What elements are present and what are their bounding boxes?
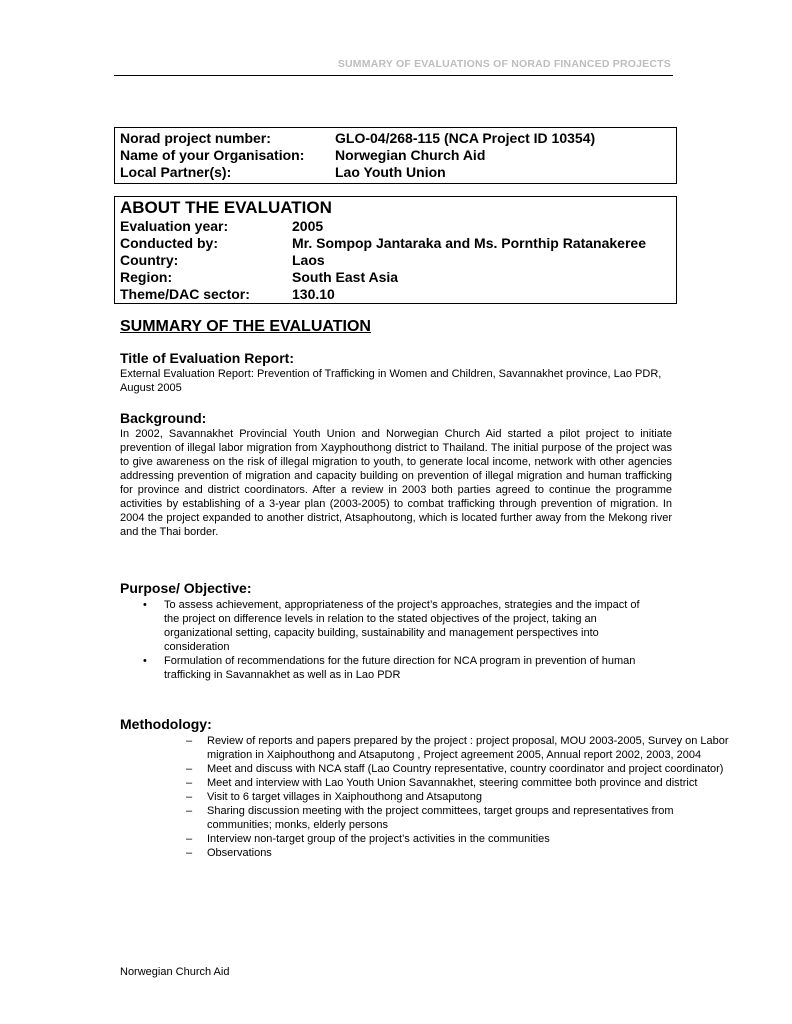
local-partner-label: Local Partner(s): bbox=[120, 164, 232, 180]
about-evaluation-heading: ABOUT THE EVALUATION bbox=[120, 198, 332, 217]
project-number-label: Norad project number: bbox=[120, 130, 271, 146]
evaluation-year-value: 2005 bbox=[292, 218, 324, 234]
report-title-block bbox=[120, 350, 672, 395]
evaluation-year-label: Evaluation year: bbox=[120, 218, 229, 234]
organisation-value: Norwegian Church Aid bbox=[335, 147, 486, 163]
methodology-item bbox=[120, 734, 749, 762]
page-header-title: SUMMARY OF EVALUATIONS OF NORAD FINANCED PROJECTS bbox=[337, 58, 671, 70]
methodology-item-text: Review of reports and papers prepared by the project : project proposal, MOU 2003-2005, Survey on Labor migration in Xaiphouthong and Atsaputong , Project agreement 2005, Annual report 2002, 2003, 2004 bbox=[207, 735, 729, 761]
summary-section-title: SUMMARY OF THE EVALUATION bbox=[120, 318, 371, 335]
methodology-item-text: Visit to 6 target villages in Xaiphouthong and Atsaputong bbox=[207, 791, 482, 803]
dash-glyph: – bbox=[186, 847, 193, 859]
methodology-heading: Methodology: bbox=[120, 716, 212, 732]
region-value: South East Asia bbox=[292, 269, 399, 285]
dash-glyph: – bbox=[186, 805, 193, 817]
dash-glyph: – bbox=[186, 791, 193, 803]
dash-glyph: – bbox=[186, 777, 193, 789]
project-number-row bbox=[120, 130, 676, 147]
methodology-item-text: Interview non-target group of the project’s activities in the communities bbox=[207, 833, 550, 845]
organisation-row bbox=[120, 147, 676, 164]
evaluation-year-row bbox=[120, 218, 676, 235]
purpose-list bbox=[120, 598, 672, 682]
purpose-item bbox=[120, 598, 644, 654]
local-partner-value: Lao Youth Union bbox=[335, 164, 446, 180]
methodology-item-text: Meet and interview with Lao Youth Union Savannakhet, steering committee both province and district bbox=[207, 777, 698, 789]
conducted-by-label: Conducted by: bbox=[120, 235, 218, 251]
methodology-item bbox=[120, 832, 759, 846]
dash-glyph: – bbox=[186, 735, 193, 747]
bullet-glyph: • bbox=[143, 655, 147, 667]
background-heading: Background: bbox=[120, 410, 207, 426]
country-value: Laos bbox=[292, 252, 325, 268]
methodology-item-text: Observations bbox=[207, 847, 272, 859]
methodology-item bbox=[120, 790, 759, 804]
theme-sector-row bbox=[120, 286, 676, 303]
methodology-item bbox=[120, 804, 707, 832]
purpose-item-text: To assess achievement, appropriateness of the project’s approaches, strategies and the impact of the project on difference levels in relation to the stated objectives of the project, taking an organizational setting, capacity building, sustainability and management perspectives into consideration bbox=[164, 599, 640, 653]
methodology-list bbox=[120, 734, 729, 860]
region-label: Region: bbox=[120, 269, 173, 285]
dash-glyph: – bbox=[186, 763, 193, 775]
country-row bbox=[120, 252, 676, 269]
organisation-label: Name of your Organisation: bbox=[120, 147, 305, 163]
purpose-block bbox=[120, 580, 672, 682]
conducted-by-row bbox=[120, 235, 676, 252]
bullet-glyph: • bbox=[143, 599, 147, 611]
region-row bbox=[120, 269, 676, 286]
background-text: In 2002, Savannakhet Provincial Youth Union and Norwegian Church Aid started a pilot project to initiate prevention of illegal labor migration from Xayphouthong district to Thailand. The initial purpose of the project was to give awareness on the risk of illegal migration to youth, to generate local income, network with other agencies addressing prevention of migration and capacity building on prevention of illegal migration and human trafficking for province and district coordinators. After a review in 2003 both parties agreed to continue the programme activities by establishing of a 3-year plan (2003-2005) to combat trafficking through prevention of migration. In 2004 the project expanded to another district, Atsaphoutong, which is located further away from the Mekong river and the Thai border. bbox=[120, 428, 672, 538]
methodology-item bbox=[120, 846, 759, 860]
theme-sector-value: 130.10 bbox=[292, 286, 335, 302]
methodology-item bbox=[120, 762, 759, 776]
report-title-text: External Evaluation Report: Prevention of Trafficking in Women and Children, Savannakhet province, Lao PDR, August 2005 bbox=[120, 368, 662, 394]
purpose-item bbox=[120, 654, 654, 682]
background-block bbox=[120, 410, 672, 539]
report-title-heading: Title of Evaluation Report: bbox=[120, 350, 294, 366]
local-partner-row bbox=[120, 164, 676, 181]
project-number-value: GLO-04/268-115 (NCA Project ID 10354) bbox=[335, 130, 596, 146]
methodology-item-text: Sharing discussion meeting with the project committees, target groups and representatives from communities; monks, elderly persons bbox=[207, 805, 674, 831]
project-info-box bbox=[114, 127, 677, 184]
methodology-item bbox=[120, 776, 759, 790]
methodology-item-text: Meet and discuss with NCA staff (Lao Country representative, country coordinator and project coordinator) bbox=[207, 763, 724, 775]
purpose-heading: Purpose/ Objective: bbox=[120, 580, 252, 596]
about-evaluation-box bbox=[114, 196, 677, 304]
header-divider bbox=[114, 75, 673, 76]
country-label: Country: bbox=[120, 252, 179, 268]
theme-sector-label: Theme/DAC sector: bbox=[120, 286, 250, 302]
page-footer: Norwegian Church Aid bbox=[120, 966, 230, 978]
dash-glyph: – bbox=[186, 833, 193, 845]
conducted-by-value: Mr. Sompop Jantaraka and Ms. Pornthip Ratanakeree bbox=[292, 235, 646, 251]
purpose-item-text: Formulation of recommendations for the future direction for NCA program in prevention of human trafficking in Savannakhet as well as in Lao PDR bbox=[164, 655, 636, 681]
methodology-block bbox=[120, 716, 729, 860]
